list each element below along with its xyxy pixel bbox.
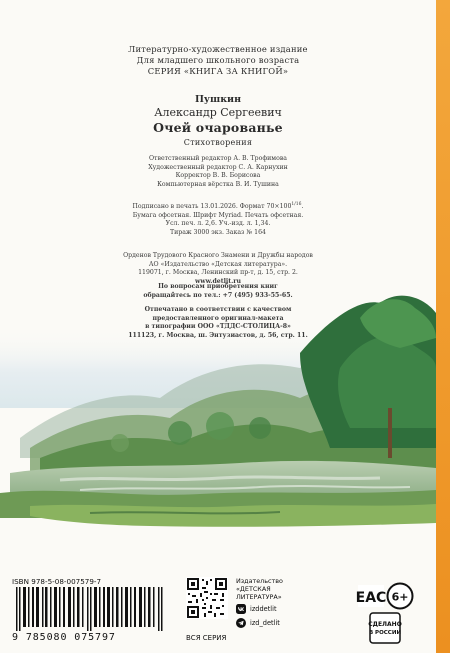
- age-rating-text: 6+: [391, 590, 409, 604]
- credit-line: Ответственный редактор А. В. Трофимова: [148, 155, 288, 162]
- printer-line: в типографии ООО «ТДДС-СТОЛИЦА-8»: [145, 323, 291, 331]
- telegram-handle: izd_detlit: [250, 619, 280, 627]
- age-rating-badge: [386, 582, 414, 610]
- book-title: Очей очарованье: [153, 120, 283, 135]
- eac-certification-icon: [355, 585, 387, 607]
- made-in-russia-badge: [369, 612, 401, 644]
- paper-line: Бумага офсетная. Шрифт Myriad. Печать офсетная.: [132, 211, 304, 219]
- printer-info: [0, 306, 436, 340]
- publisher-orders: Орденов Трудового Красного Знамени и Дружбы народов: [123, 252, 313, 259]
- orange-spine-edge: [436, 0, 450, 653]
- made-in-line2: В РОССИИ: [368, 630, 402, 636]
- publisher-label: Издательство «ДЕТСКАЯ ЛИТЕРАТУРА»: [236, 577, 283, 601]
- telegram-link[interactable]: [236, 617, 280, 629]
- eac-mark-text: EAC: [355, 590, 387, 606]
- isbn-barcode: [12, 577, 176, 647]
- printer-line: Отпечатано в соответствии с качеством: [144, 306, 292, 313]
- publisher-address: 119071, г. Москва, Ленинский пр-т, д. 15, стр. 2.: [138, 269, 298, 277]
- print-run-line: Тираж 3000 экз. Заказ № 164: [170, 228, 266, 236]
- author-last-name: Пушкин: [194, 94, 242, 105]
- age-audience: Для младшего школьного возраста: [136, 55, 300, 65]
- signed-text: Подписано в печать 13.01.2026. Формат 70×100: [132, 203, 292, 211]
- isbn-number: ISBN 978-5-08-007579-7: [12, 577, 102, 586]
- signed-end: .: [301, 203, 304, 211]
- credit-line: Художественный редактор С. А. Карнухин: [148, 163, 288, 171]
- barcode-icon: [12, 587, 176, 631]
- barcode-number: 9 785080 075797: [12, 632, 116, 643]
- publisher-site-link[interactable]: www.detlit.ru: [194, 277, 242, 285]
- credit-line: Компьютерная вёрстка В. И. Тушина: [157, 180, 279, 188]
- contacts-phone: обращайтесь по тел.: +7 (495) 933-55-65.: [143, 291, 293, 299]
- edition-type: Литературно-художественное издание: [128, 44, 308, 54]
- author-title-block: [0, 94, 436, 150]
- vk-handle: izddetlit: [250, 605, 277, 613]
- editorial-credits: [0, 155, 436, 189]
- qr-caption: ВСЯ СЕРИЯ: [186, 634, 227, 642]
- qr-code-icon[interactable]: [186, 577, 228, 619]
- printer-address: 111123, г. Москва, ш. Энтузиастов, д. 56, стр. 11.: [128, 331, 308, 339]
- made-in-line1: СДЕЛАНО: [368, 621, 402, 628]
- vk-link[interactable]: [236, 603, 277, 615]
- print-specs: [0, 201, 436, 237]
- credit-line: Корректор В. В. Борисова: [175, 172, 261, 180]
- publisher-info: [0, 252, 436, 286]
- signed-to-print: [0, 201, 436, 212]
- series-name: СЕРИЯ «КНИГА ЗА КНИГОЙ»: [147, 66, 289, 76]
- format-fraction: 1/16: [291, 202, 302, 207]
- publisher-name: АО «Издательство «Детская литература».: [148, 260, 288, 268]
- vk-icon: [236, 604, 246, 614]
- printer-line: предоставленного оригинал-макета: [152, 314, 284, 322]
- edition-info: [0, 44, 436, 77]
- author-full-name: Александр Сергеевич: [154, 106, 282, 119]
- telegram-icon: [236, 618, 246, 628]
- contacts-line: По вопросам приобретения книг: [158, 283, 278, 290]
- sheets-line: Усл. печ. л. 2,6. Уч.-изд. л. 1,34.: [165, 220, 271, 228]
- landscape-illustration: [0, 258, 436, 558]
- purchase-contacts: [0, 283, 436, 300]
- book-subtitle: Стихотворения: [183, 138, 253, 147]
